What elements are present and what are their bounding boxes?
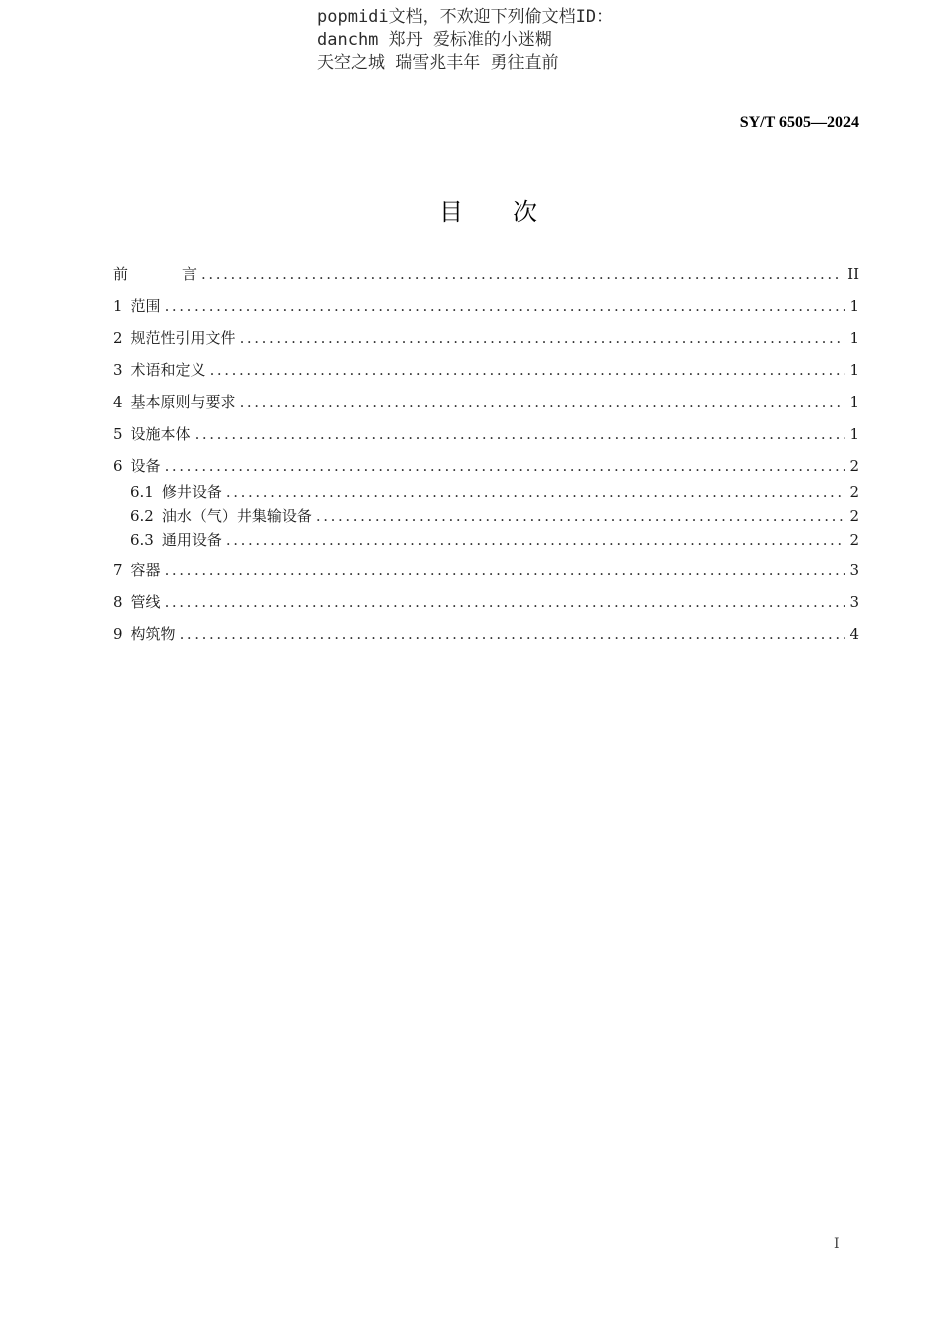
toc-title-left: 目 (439, 198, 463, 226)
toc-leader-dots (165, 590, 845, 614)
toc-entry-label: 通用设备 (161, 531, 222, 549)
toc-entry-4[interactable] (113, 390, 859, 422)
toc-title-right: 次 (513, 198, 537, 226)
watermark-line-2: danchm 郑丹 爱标准的小迷糊 (317, 30, 552, 50)
toc-leader-dots (226, 528, 845, 552)
toc-entry-page: 2 (849, 457, 859, 475)
toc-leader-dots (226, 480, 845, 504)
toc-entry-8[interactable] (113, 590, 859, 622)
toc-entry-6-3[interactable] (113, 528, 859, 558)
toc-entry-page: 3 (849, 561, 859, 579)
toc-entry-3[interactable] (113, 358, 859, 390)
toc-entry-1[interactable] (113, 294, 859, 326)
page-number: I (834, 1236, 840, 1252)
toc-entry-number: 4 (113, 393, 123, 411)
toc-entry-9[interactable] (113, 622, 859, 654)
toc-entry-label: 设备 (130, 457, 161, 475)
toc-entry-2[interactable] (113, 326, 859, 358)
toc-leader-dots (201, 262, 843, 286)
toc-entry-label: 构筑物 (130, 625, 176, 643)
toc-leader-dots (165, 558, 845, 582)
toc-entry-page: 2 (849, 531, 859, 549)
toc-leader-dots (165, 454, 845, 478)
toc-leader-dots (180, 622, 845, 646)
toc-entry-6-2[interactable] (113, 504, 859, 528)
toc-entry-7[interactable] (113, 558, 859, 590)
toc-entry-label: 油水（气）井集输设备 (161, 507, 312, 525)
toc-leader-dots (240, 326, 845, 350)
toc-entry-page: 1 (849, 361, 859, 379)
toc-entry-6-1[interactable] (113, 480, 859, 504)
toc-entry-page: 2 (849, 507, 859, 525)
toc-entry-number: 6.2 (130, 507, 154, 525)
toc-entry-page: 3 (849, 593, 859, 611)
toc-entry-6[interactable] (113, 454, 859, 480)
toc-entry-label: 前 言 (113, 265, 198, 283)
toc-entry-page: 4 (849, 625, 859, 643)
toc-entry-label: 术语和定义 (130, 361, 206, 379)
toc-entry-page: 1 (849, 393, 859, 411)
toc-entry-label: 设施本体 (130, 425, 191, 443)
toc-title (0, 192, 950, 227)
toc-entry-foreword[interactable] (113, 262, 859, 294)
toc-entry-label: 基本原则与要求 (130, 393, 236, 411)
toc-entry-label: 规范性引用文件 (130, 329, 236, 347)
toc-entry-number: 2 (113, 329, 123, 347)
toc-entry-5[interactable] (113, 422, 859, 454)
toc-leader-dots (316, 504, 845, 528)
toc-entry-number: 6 (113, 457, 123, 475)
toc-entry-page: II (847, 265, 859, 283)
toc-entry-label: 容器 (130, 561, 161, 579)
toc-entry-number: 7 (113, 561, 123, 579)
toc-entry-number: 5 (113, 425, 123, 443)
toc-entry-label: 修井设备 (161, 483, 222, 501)
toc-entry-number: 8 (113, 593, 123, 611)
watermark-line-1: popmidi文档，不欢迎下列偷文档ID： (317, 7, 614, 27)
toc-entry-number: 1 (113, 297, 123, 315)
toc-entry-number: 6.1 (130, 483, 154, 501)
toc-entry-page: 1 (849, 329, 859, 347)
toc-entry-page: 2 (849, 483, 859, 501)
toc-entry-number: 6.3 (130, 531, 154, 549)
watermark-text (317, 6, 613, 75)
toc-entry-number: 3 (113, 361, 123, 379)
toc-entry-label: 范围 (130, 297, 161, 315)
watermark-line-3: 天空之城 瑞雪兆丰年 勇往直前 (317, 53, 559, 73)
toc-entry-page: 1 (849, 297, 859, 315)
toc-leader-dots (240, 390, 845, 414)
toc-entry-page: 1 (849, 425, 859, 443)
toc-entry-label: 管线 (130, 593, 161, 611)
table-of-contents (113, 262, 859, 654)
toc-leader-dots (195, 422, 845, 446)
toc-leader-dots (210, 358, 845, 382)
toc-leader-dots (165, 294, 845, 318)
standard-code: SY/T 6505—2024 (739, 114, 859, 131)
toc-entry-number: 9 (113, 625, 123, 643)
